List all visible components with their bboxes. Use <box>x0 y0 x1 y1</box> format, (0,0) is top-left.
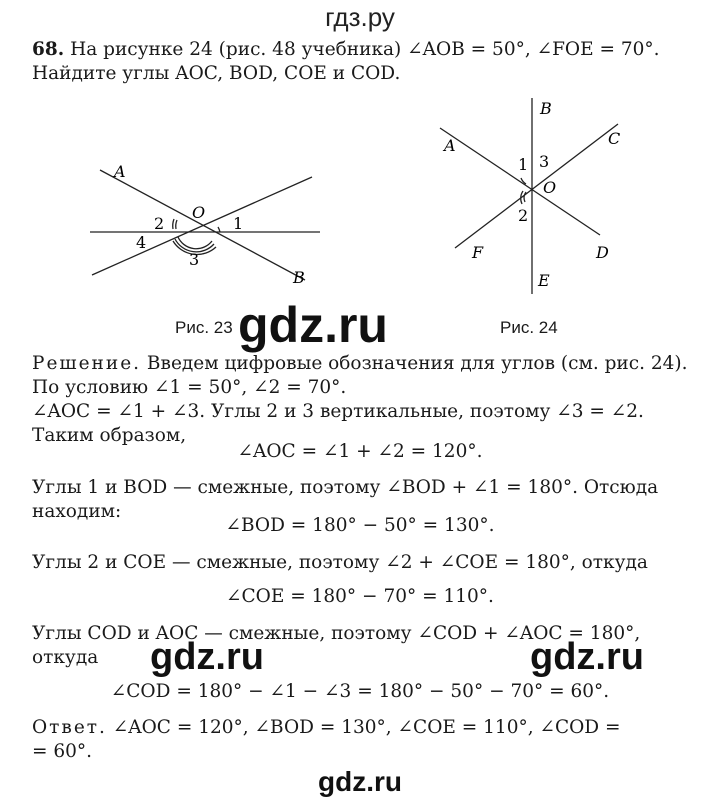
fig23-arc-1 <box>218 227 220 232</box>
fig23-arc-3 <box>178 237 212 249</box>
fig23-line-diagonal <box>92 177 312 275</box>
fig24-caption: Рис. 24 <box>500 318 558 337</box>
formula-aoc: ∠AOC = ∠1 + ∠2 = 120°. <box>237 441 483 462</box>
figure-23 <box>80 155 340 295</box>
fig24-label-o: O <box>543 178 557 197</box>
site-header: гдз.ру <box>325 2 395 32</box>
fig23-label-a: A <box>114 162 126 181</box>
fig23-label-1: 1 <box>233 214 244 233</box>
solution-line-2: По условию ∠1 = 50°, ∠2 = 70°. <box>32 377 347 398</box>
fig24-arc-2 <box>524 192 526 202</box>
problem-line-1 <box>32 38 660 62</box>
solution-line-6: находим: <box>32 501 122 522</box>
solution-line-3: ∠AOC = ∠1 + ∠3. Углы 2 и 3 вертикальные, поэтому ∠3 = ∠2. <box>32 401 644 422</box>
formula-bod: ∠BOD = 180° − 50° = 130°. <box>225 515 495 536</box>
fig24-label-c: C <box>608 129 621 148</box>
fig24-label-2: 2 <box>518 206 529 225</box>
watermark-bottom: gdz.ru <box>318 766 402 797</box>
problem-line-2: Найдите углы AOC, BOD, COE и COD. <box>32 63 401 84</box>
fig24-label-1: 1 <box>518 155 529 174</box>
solution-line-8: Углы COD и AOC — смежные, поэтому ∠COD + ∠AOC = 180°, <box>32 623 641 644</box>
solution-line-4: Таким образом, <box>32 425 187 446</box>
solution-line-7: Углы 2 и COE — смежные, поэтому ∠2 + ∠COE = 180°, откуда <box>32 552 648 573</box>
watermark-left: gdz.ru <box>150 636 264 678</box>
solution-line-9: откуда <box>32 647 99 668</box>
answer-line-2: = 60°. <box>32 741 93 762</box>
fig24-label-b: B <box>540 99 552 118</box>
problem-number: 68. <box>32 39 65 60</box>
answer-line-1 <box>32 716 621 740</box>
fig24-line-fc <box>455 124 621 248</box>
fig23-label-4: 4 <box>136 233 147 252</box>
formula-coe: ∠COE = 180° − 70° = 110°. <box>226 586 494 607</box>
fig24-label-a: A <box>444 136 456 155</box>
fig23-arc-2b <box>173 219 174 229</box>
fig23-label-2: 2 <box>154 214 165 233</box>
formula-cod: ∠COD = 180° − ∠1 − ∠3 = 180° − 50° − 70° = 60°. <box>110 681 610 702</box>
fig24-label-3: 3 <box>539 152 550 171</box>
fig24-label-e: E <box>538 271 550 290</box>
fig23-line-ab <box>100 170 305 280</box>
fig23-label-o: O <box>192 203 206 222</box>
fig23-caption: Рис. 23 <box>175 318 233 337</box>
fig23-label-3: 3 <box>189 250 200 269</box>
figure-24 <box>430 98 650 298</box>
problem-text-1: На рисунке 24 (рис. 48 учебника) ∠AOB = 50°, ∠FOE = 70°. <box>64 39 660 60</box>
solution-line-1 <box>32 352 688 376</box>
fig24-label-d: D <box>596 243 609 262</box>
fig24-label-f: F <box>472 243 484 262</box>
watermark-right: gdz.ru <box>530 636 644 678</box>
solution-heading: Решение. <box>32 353 142 374</box>
watermark-center: gdz.ru <box>238 297 388 353</box>
solution-text-1: Введем цифровые обозначения для углов (см. рис. 24). <box>141 353 688 374</box>
solution-line-5: Углы 1 и BOD — смежные, поэтому ∠BOD + ∠1 = 180°. Отсюда <box>32 477 659 498</box>
answer-heading: Ответ. <box>32 717 107 738</box>
fig23-arc-2 <box>176 220 177 229</box>
answer-text-1: ∠AOC = 120°, ∠BOD = 130°, ∠COE = 110°, ∠COD = <box>106 717 621 738</box>
fig23-label-b: B <box>293 268 305 287</box>
